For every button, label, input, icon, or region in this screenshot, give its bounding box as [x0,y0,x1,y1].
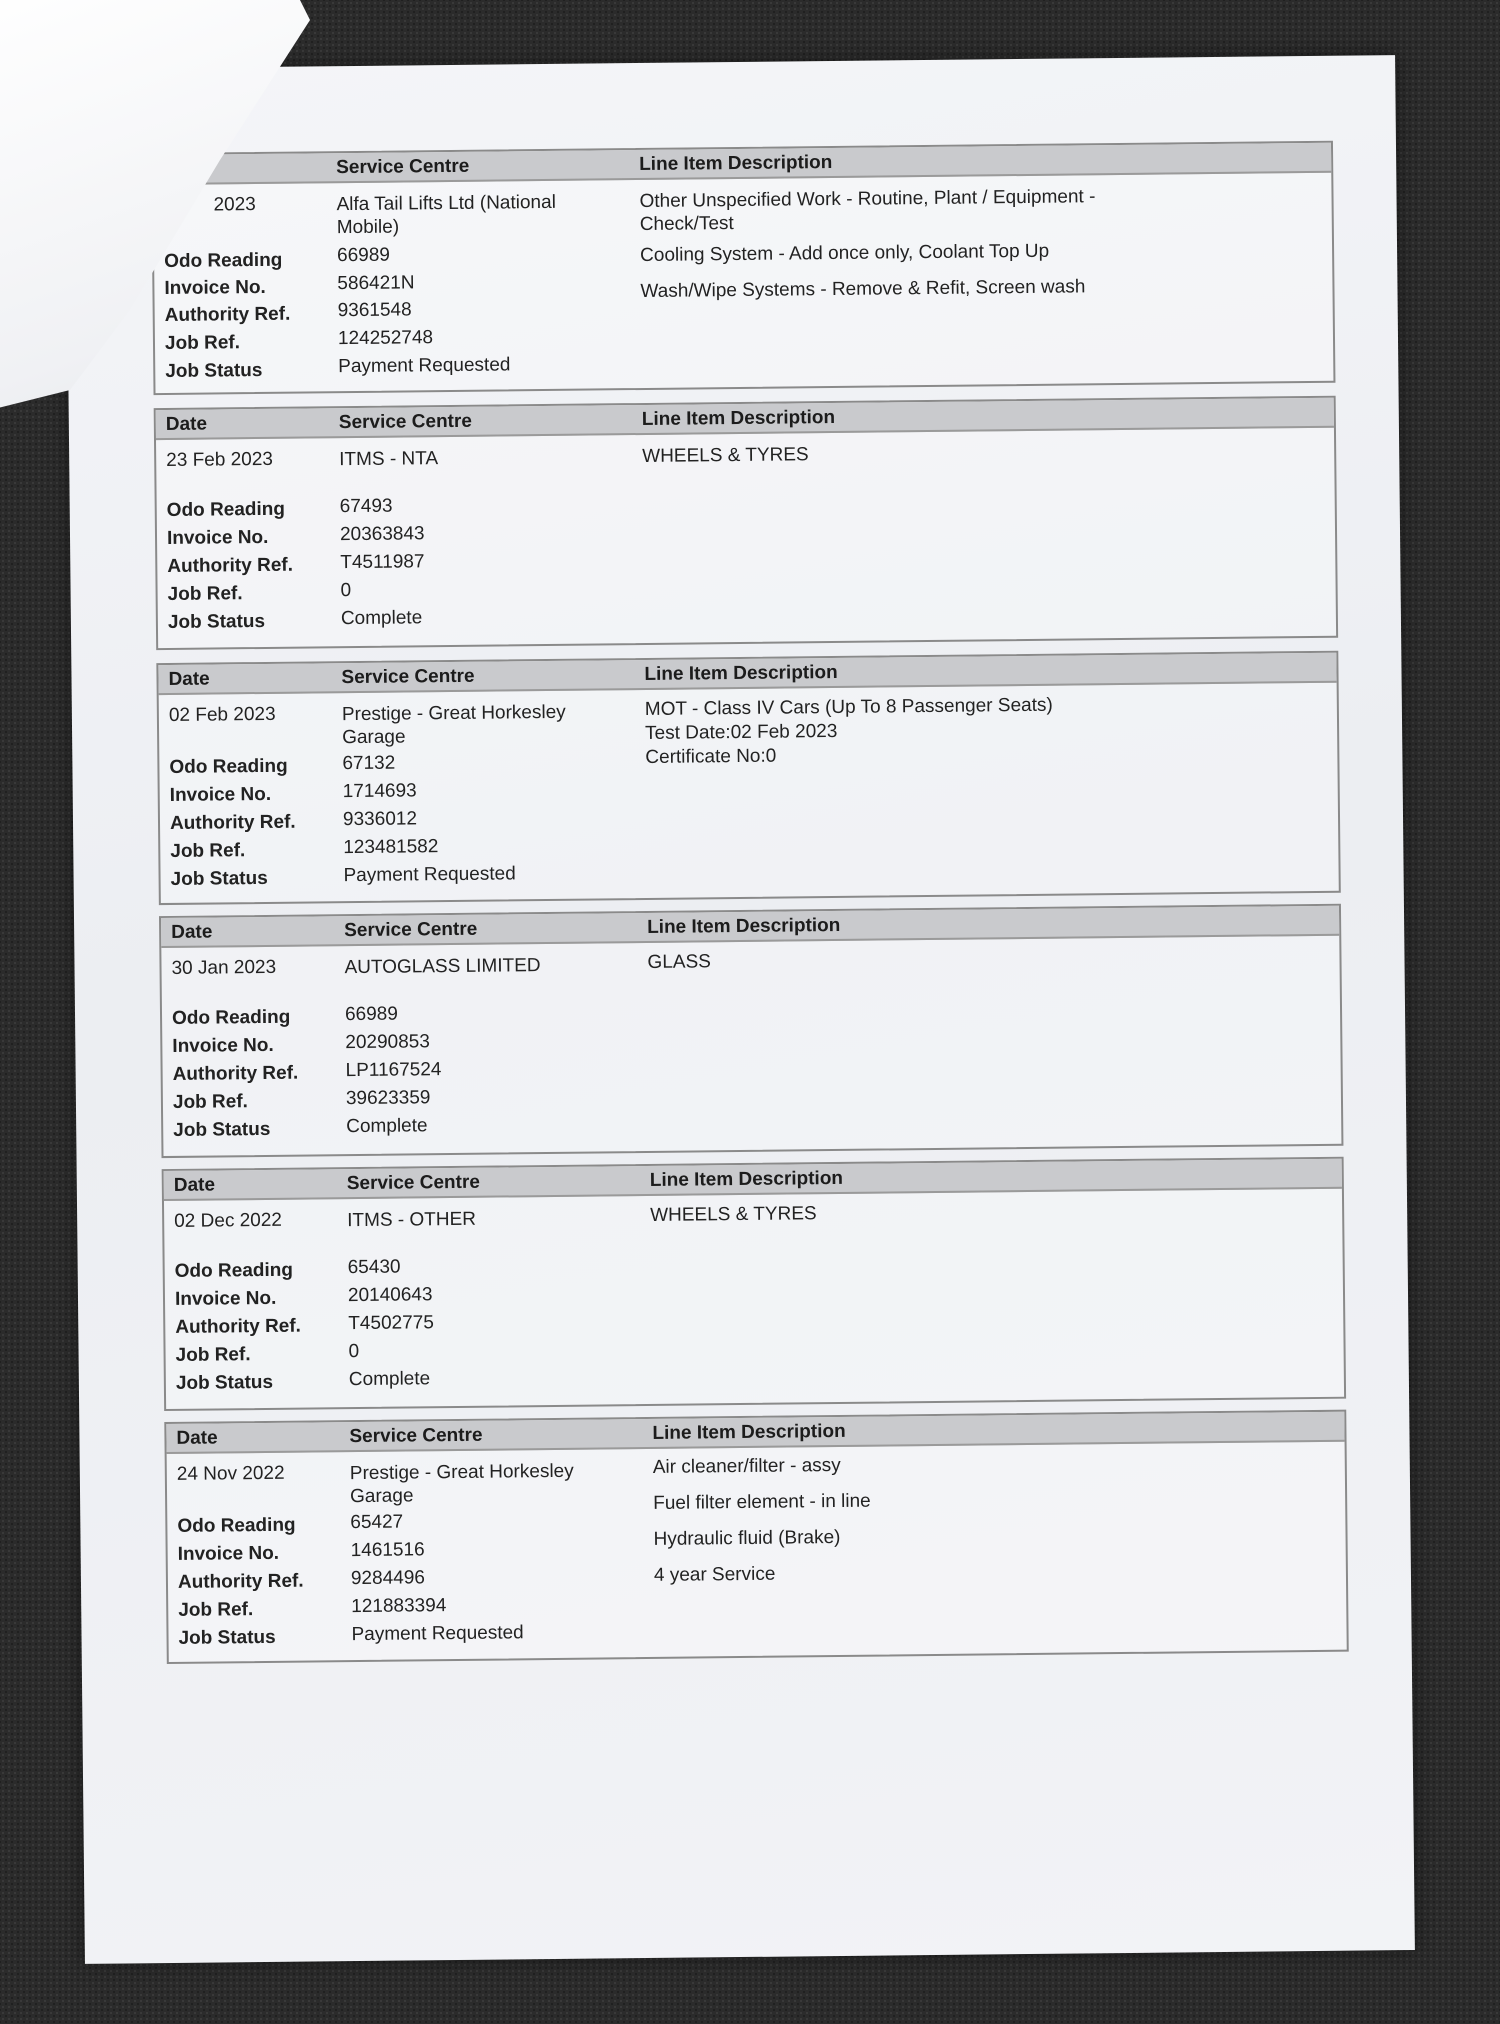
job-ref-label: Job Ref. [172,1091,249,1113]
job-ref-label: Job Ref. [167,583,243,605]
invoice-label: Invoice No. [177,1542,280,1565]
service-centre-header: Service Centre [344,918,478,942]
date-header: Date [173,1174,216,1196]
odo-value: 66989 [336,244,391,267]
record-header [166,1412,1344,1454]
service-centre-name: ITMS - NTA [339,448,439,471]
odo-label: Odo Reading [174,1259,294,1282]
job-ref-label: Job Ref. [178,1599,254,1621]
invoice-label: Invoice No. [174,1287,277,1310]
invoice-value: 586421N [337,272,415,295]
invoice-value: 1461516 [350,1539,425,1562]
line-item: Wash/Wipe Systems - Remove & Refit, Screen wash [640,276,1086,303]
authority-label: Authority Ref. [177,1570,304,1593]
service-centre-name: ITMS - OTHER [347,1208,477,1232]
line-item-header: Line Item Description [649,1167,844,1191]
invoice-value: 20290853 [345,1031,430,1054]
job-ref-label: Job Ref. [170,840,246,862]
odo-value: 65427 [350,1511,404,1534]
record-header [158,653,1336,695]
invoice-label: Invoice No. [172,1034,274,1057]
line-item: Air cleaner/filter - assy [652,1454,841,1478]
line-item: Test Date:02 Feb 2023 [644,720,838,744]
service-record [159,904,1343,1158]
service-record [162,1157,1346,1411]
service-centre-name: Alfa Tail Lifts Ltd (National Mobile) [336,191,556,239]
invoice-value: 20140643 [347,1284,433,1307]
job-status-value: Payment Requested [338,354,511,378]
line-item: WHEELS & TYRES [650,1203,817,1226]
record-header [156,398,1334,440]
line-item-header: Line Item Description [652,1420,846,1444]
invoice-label: Invoice No. [164,276,266,299]
date-header: Date [176,1427,218,1449]
job-ref-value: 39623359 [345,1087,431,1110]
record-date: 30 Jan 2023 [171,956,277,979]
line-item: Hydraulic fluid (Brake) [653,1526,841,1550]
authority-value: T4502775 [348,1312,434,1335]
odo-value: 65430 [347,1256,401,1279]
odo-label: Odo Reading [166,498,286,521]
odo-label: Odo Reading [169,755,288,778]
service-centre-header: Service Centre [338,410,473,434]
date-header: Date [165,413,208,435]
job-status-label: Job Status [173,1118,271,1141]
date-header: Date [168,668,210,690]
invoice-label: Invoice No. [166,526,269,549]
job-ref-label: Job Ref. [164,332,241,354]
job-status-value: Payment Requested [351,1622,524,1646]
job-ref-value: 0 [348,1341,360,1363]
record-header [164,1159,1342,1201]
odo-value: 66989 [344,1003,398,1026]
line-item-header: Line Item Description [639,151,833,176]
job-ref-label: Job Ref. [175,1344,251,1366]
service-record [154,396,1338,650]
record-date: 24 Nov 2022 [176,1462,285,1485]
line-item: WHEELS & TYRES [642,444,809,467]
authority-value: 9336012 [342,808,418,831]
odo-value: 67132 [342,752,396,775]
invoice-value: 20363843 [339,523,425,546]
line-item: Certificate No:0 [645,745,777,768]
line-item: Other Unspecified Work - Routine, Plant / Equipment - Check/Test [639,186,1096,236]
job-status-label: Job Status [165,359,263,382]
job-status-value: Complete [340,607,423,630]
authority-value: 9361548 [337,299,412,322]
line-item-header: Line Item Description [641,406,836,430]
job-status-value: Complete [346,1115,428,1138]
service-centre-header: Service Centre [341,665,475,689]
job-status-label: Job Status [167,610,266,633]
authority-value: 9284496 [350,1567,426,1590]
line-item: 4 year Service [653,1563,776,1586]
service-centre-name: AUTOGLASS LIMITED [344,955,541,979]
authority-label: Authority Ref. [169,811,296,834]
authority-value: T4511987 [340,551,425,574]
odo-value: 67493 [339,495,393,518]
record-header [153,143,1331,185]
odo-label: Odo Reading [164,249,283,272]
job-status-label: Job Status [175,1371,274,1394]
invoice-label: Invoice No. [169,783,272,806]
invoice-value: 1714693 [342,780,417,803]
service-centre-name: Prestige - Great Horkesley Garage [349,1460,574,1508]
service-history-sheet [65,55,1415,1964]
authority-label: Authority Ref. [164,303,291,326]
job-status-value: Complete [348,1368,431,1391]
service-centre-header: Service Centre [346,1171,480,1195]
authority-label: Authority Ref. [175,1315,302,1338]
service-centre-header: Service Centre [336,155,470,179]
service-record [156,651,1340,905]
job-ref-value: 124252748 [337,327,434,350]
service-record [164,1410,1348,1664]
line-item-header: Line Item Description [647,914,841,938]
record-date: 02 Feb 2023 [168,703,276,726]
job-status-value: Payment Requested [343,863,516,887]
line-item: GLASS [647,951,711,973]
service-centre-name: Prestige - Great Horkesley Garage [341,701,566,749]
line-item: MOT - Class IV Cars (Up To 8 Passenger Seats) [644,694,1053,720]
service-record [151,141,1335,395]
authority-label: Authority Ref. [167,554,294,577]
authority-label: Authority Ref. [172,1062,299,1085]
odo-label: Odo Reading [171,1006,291,1029]
record-date: 02 Dec 2022 [174,1209,283,1232]
record-date: 23 Feb 2023 [166,448,274,471]
job-status-label: Job Status [178,1626,276,1649]
record-header [161,906,1339,948]
service-centre-header: Service Centre [349,1424,483,1448]
line-item: Fuel filter element - in line [653,1490,871,1514]
line-item: Cooling System - Add once only, Coolant Top Up [639,240,1050,267]
job-status-label: Job Status [170,867,268,890]
date-header: Date [171,921,213,943]
authority-value: LP1167524 [345,1059,442,1082]
odo-label: Odo Reading [177,1514,296,1537]
job-ref-value: 0 [340,580,352,602]
line-item-header: Line Item Description [644,661,838,685]
job-ref-value: 123481582 [343,836,439,859]
job-ref-value: 121883394 [351,1595,447,1618]
line-item-list [653,1455,872,1601]
record-date: 2023 [213,194,256,216]
